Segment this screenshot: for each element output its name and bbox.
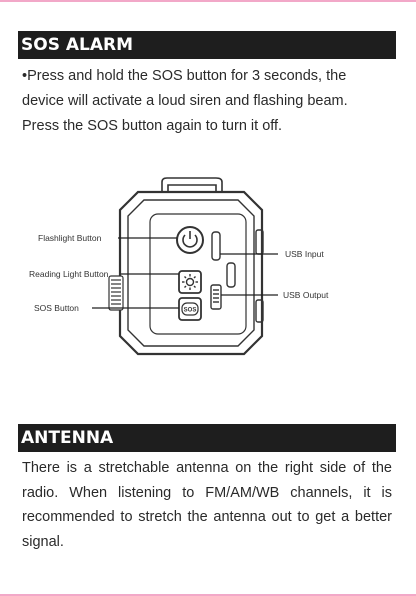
- usb-input-port: [212, 232, 235, 287]
- device-body: [120, 192, 262, 354]
- antenna-heading: ANTENNA: [18, 424, 396, 452]
- sos-instructions: [22, 64, 392, 139]
- reading-light-button: [179, 271, 201, 293]
- antenna-description: There is a stretchable antenna on the right side of the radio. When listening to FM/AM/WB channels, it is recommended to stretch the antenna out to get a better signal.: [22, 460, 392, 550]
- sos-button: [179, 298, 201, 320]
- side-knob: [109, 276, 123, 310]
- reading-light-button-label: Reading Light Button: [29, 269, 109, 279]
- sos-button-label: SOS Button: [34, 303, 79, 313]
- sos-line-1: •Press and hold the SOS button for 3 seconds, the: [22, 68, 347, 84]
- device-diagram: [0, 168, 416, 368]
- sos-alarm-heading: SOS ALARM: [18, 31, 396, 59]
- device-handle: [162, 178, 222, 193]
- usb-output-port: [211, 285, 221, 309]
- usb-input-label: USB Input: [285, 249, 324, 259]
- sos-line-3: Press the SOS button again to turn it off.: [22, 118, 283, 134]
- flashlight-button: [177, 227, 203, 253]
- usb-output-label: USB Output: [283, 290, 329, 300]
- flashlight-button-label: Flashlight Button: [38, 233, 102, 243]
- sos-line-2: device will activate a loud siren and flashing beam.: [22, 93, 348, 109]
- sos-key-text: SOS: [183, 307, 197, 314]
- top-border-line: [0, 0, 416, 2]
